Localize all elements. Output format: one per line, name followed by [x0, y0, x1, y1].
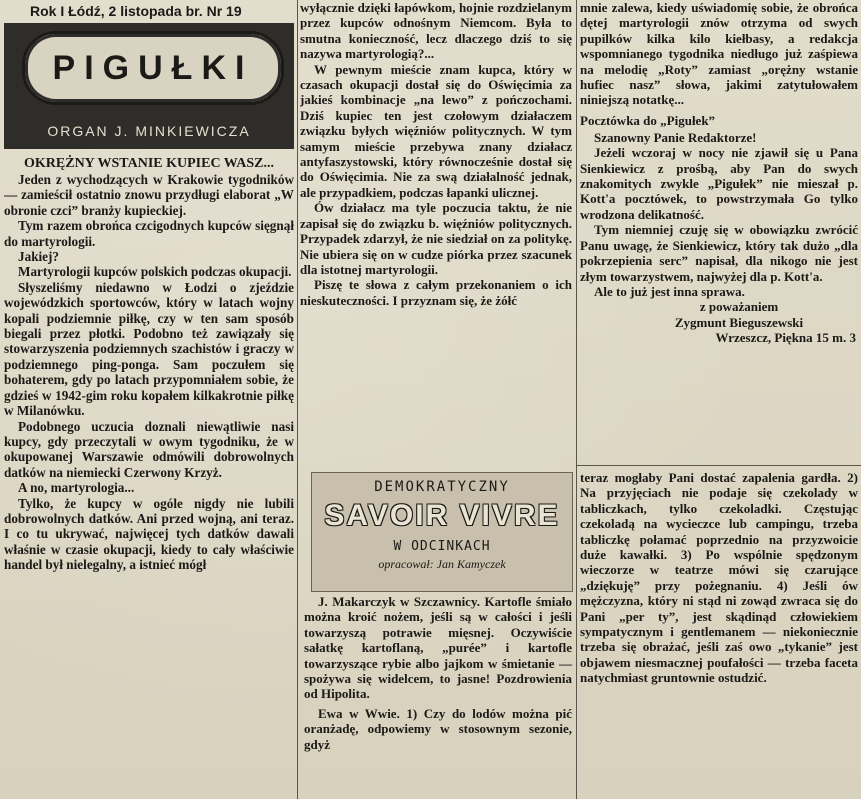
savoir-line-2: SAVOIR VIVRE	[324, 499, 560, 532]
paragraph: Ów działacz ma tyle poczucia taktu, że nie zapisał się do związku b. więźniów politycznych. Przypadek zdarzył, że nie siedział on za politykę. Nie ubiera się on w cudze piórka przez szacunek dla istotnej martyrologii.	[300, 200, 572, 277]
paragraph: teraz mogłaby Pani dostać zapalenia gardła. 2) Na przyjęciach nie podaje się czekolady w tabliczkach, tylko czekoladki. Częstując czekoladą na wycieczce lub campingu, trzeba tabliczkę połamać poprzednio na przyzwoicie duże kawałki. 3) Po wspólnie spędzonym wieczorze w teatrze mówi się czarujące „dziękuję” przy pożegnaniu. 4) Jeśli ów mężczyzna, który ni stąd ni zowąd zwraca się do Pani „per ty”, jest skądinąd człowiekiem sympatycznym i gentlemanem — niekoniecznie trzeba się obrażać, jeśli zaś owo „tykanie” jest objawem niesmacznej poufałości — trzeba faceta natychmiast gruntownie ostudzić.	[580, 470, 858, 686]
savoir-text-continued	[580, 470, 858, 686]
masthead-banner	[22, 31, 284, 105]
savoir-author: opracował: Jan Kamyczek	[378, 557, 506, 571]
savoir-vivre-header	[311, 472, 573, 592]
column-3	[580, 0, 858, 799]
savoir-text	[304, 594, 572, 752]
paragraph: Słyszeliśmy niedawno w Łodzi o zjeździe wojewódzkich sportowców, który w latach wojny kopali podziemnie piłkę, czy w ten sam sposób biegali przez płotki. Podobno też zawiązały się stowarzyszenia podziemnych szachistów i graczy w podziemnego ping-ponga. Sam poczułem się bohaterem, gdy po latach przypomniałem sobie, że gdzieś w 1942-gim roku kopałem kilkakrotnie piłkę w Milanówku.	[4, 279, 294, 419]
paragraph: Ewa w Wwie. 1) Czy do lodów można pić oranżadę, odpowiemy w stosownym sezonie, gdyż	[304, 705, 572, 752]
masthead	[4, 23, 294, 149]
savoir-line-1: DEMOKRATYCZNY	[374, 479, 510, 495]
article-1	[4, 152, 294, 573]
paragraph: Tym niemniej czuję się w obowiązku zwrócić Panu uwagę, że Sienkiewicz, który tak dużo „dla pokrzepienia serc” napisał, dla nikogo nie jest złym towarzystwem, najwyżej dla p. Kott'a.	[580, 222, 858, 284]
paragraph: Jeżeli wczoraj w nocy nie zjawił się u Pana Sienkiewicz z prośbą, aby Pan do swych znakomitych zwykle „Pigułek” nie mieszał p. Kott'a pocztówek, to powstrzymała Go tylko wrodzona delikatność.	[580, 145, 858, 222]
column-rule-2	[576, 0, 577, 799]
folio: Rok I Łódź, 2 listopada br. Nr 19	[30, 3, 242, 19]
postcard-heading: Pocztówka do „Pigułek”	[580, 112, 716, 128]
postcard-address: Wrzeszcz, Piękna 15 m. 3	[715, 330, 856, 346]
paragraph: W pewnym mieście znam kupca, który w czasach okupacji dostał się do Oświęcimia za jakieś kombinacje „na lewo” z pończochami. Dziś kupiec ten jest czołowym działaczem związku byłych więźniów politycznych. W tym samym mieście przebywa znany działacz antyfaszystowski, który równocześnie dostał się do Oświęcimia. Nie za swą działalność jednak, ale przypadkiem, podczas łapanki ulicznej.	[300, 61, 572, 200]
article-1-headline: OKRĘŻNY WSTANIE KUPIEC WASZ...	[24, 156, 274, 171]
article-1-continued-2	[580, 0, 858, 108]
paragraph: J. Makarczyk w Szczawnicy. Kartofle śmiało można kroić nożem, jeśli są w całości i jeśli towarzyszą potrawie mięsnej. Oczywiście sałatkę kartoflaną, „purée” i kartofle towarzyszące rybie albo jajkom w śmietanie — spożywa się widelcem, to jasne! Pozdrowienia od Hipolita.	[304, 594, 572, 702]
postcard	[580, 113, 858, 346]
paragraph: Szanowny Panie Redaktorze!	[594, 129, 757, 145]
savoir-line-3: W ODCINKACH	[393, 539, 491, 554]
paragraph: Ale to już jest inna sprawa.	[594, 283, 745, 299]
paragraph: Tym razem obrońca czcigodnych kupców sięgnął do martyrologii.	[4, 218, 294, 249]
paragraph: Jeden z wychodzących w Krakowie tygodników — zamieścił ostatnio znowu przydługi elaborat „W obronie czci” branży kupieckiej.	[4, 172, 294, 218]
paragraph: Podobnego uczucia doznali niewątliwie nasi kupcy, gdy przeczytali w owym tygodniku, że w okupowanej Warszawie odmówili dobrowolnych datków na niemiecki Czerwony Krzyż.	[4, 418, 294, 480]
paragraph: Martyrologii kupców polskich podczas okupacji.	[18, 264, 292, 280]
postcard-closing: z poważaniem	[699, 299, 779, 315]
paragraph: A no, martyrologia...	[18, 480, 135, 496]
article-1-continued	[300, 0, 572, 308]
masthead-title: PIGUŁKI	[52, 48, 254, 87]
paragraph: wyłącznie dzięki łapówkom, hojnie rozdzielanym przez kupców odnośnym Niemcom. Była to smutna konieczność, lecz dlaczego dziś to się nazywa martyrologią?...	[300, 0, 572, 62]
paragraph: Piszę te słowa z całym przekonaniem o ich nieskuteczności. I przyznam się, że żółć	[300, 277, 572, 308]
postcard-signature: Zygmunt Bieguszewski	[674, 314, 804, 330]
column-rule-1	[297, 0, 298, 799]
column-1	[4, 0, 294, 799]
paragraph: Tylko, że kupcy w ogóle nigdy nie lubili dobrowolnych datków. Ani przed wojną, ani teraz. I co tu ukrywać, najwięcej tych datków dawali właśnie w czasie okupacji, kiedy to cały właściwie handel był nielegalny, a istnieć mógł	[4, 495, 294, 573]
masthead-organ: ORGAN J. MINKIEWICZA	[47, 123, 251, 139]
paragraph: mnie zalewa, kiedy uświadomię sobie, że obrońca dętej martyrologii znów otrzyma od swych pupilków kilka kilo kiełbasy, a redakcja wspomnianego tygodnika niedługo już zaśpiewa na melodię „Roty” zamiast „orężny wstanie hufiec nasz” słowa, jakimi zatytułowałem niniejszą notatkę...	[580, 0, 858, 108]
paragraph: Jakiej?	[18, 249, 60, 265]
